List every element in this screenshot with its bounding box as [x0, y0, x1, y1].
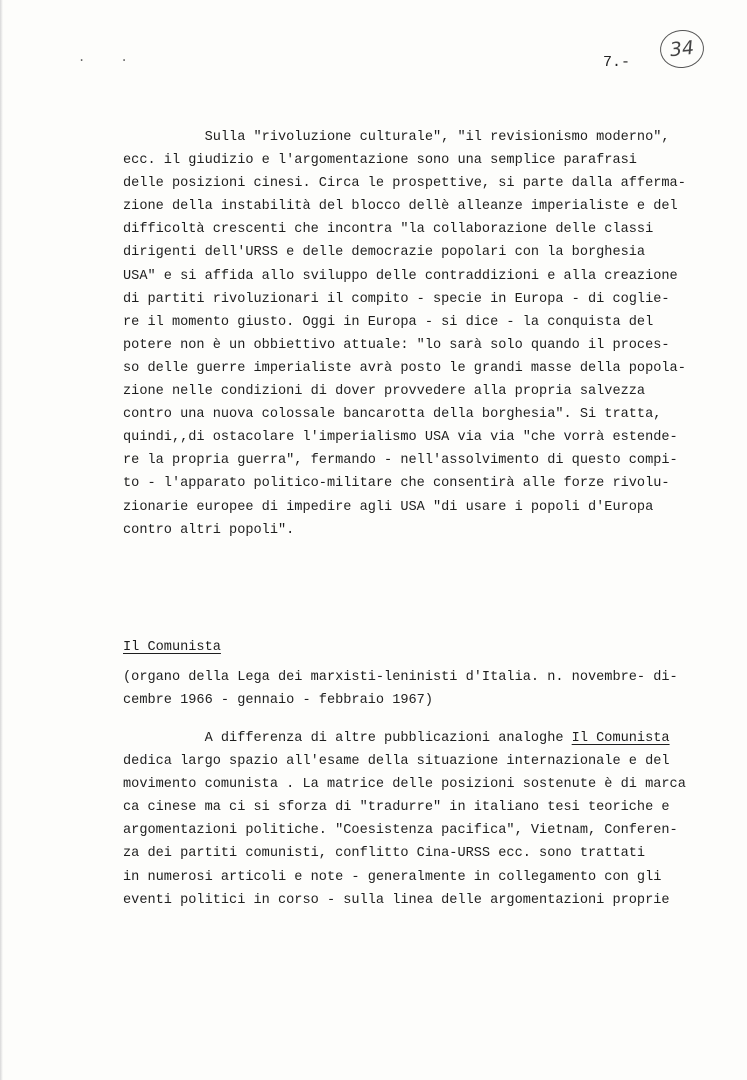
text-line: Sulla "rivoluzione culturale", "il revisionismo moderno",	[123, 130, 670, 145]
page-number: 7.-	[603, 54, 631, 71]
publication-title: Il Comunista	[571, 731, 670, 746]
text-line-first	[123, 727, 715, 750]
text-line: eventi politici in corso - sulla linea delle argomentazioni proprie	[123, 892, 670, 908]
text-line: zione nelle condizioni di dover provvedere alla propria salvezza	[123, 384, 646, 400]
paragraph-revolution	[123, 126, 715, 542]
text-line: cembre 1966 - gennaio - febbraio 1967)	[123, 693, 433, 709]
text-line: to - l'apparato politico-militare che consentirà alle forze rivolu-	[123, 476, 670, 492]
text-line: ca cinese ma ci si sforza di "tradurre" in italiano tesi teoriche e	[123, 800, 670, 816]
text-line: so delle guerre imperialiste avrà posto le grandi masse della popola-	[123, 360, 686, 376]
text-line: di partiti rivoluzionari il compito - specie in Europa - di coglie-	[123, 291, 670, 307]
text-line: dirigenti dell'URSS e delle democrazie popolari con la borghesia	[123, 245, 646, 261]
section-heading: Il Comunista	[123, 640, 221, 655]
text-line: delle posizioni cinesi. Circa le prospettive, si parte dalla afferma-	[123, 176, 686, 192]
scan-edge	[0, 0, 3, 1080]
paragraph-comunista	[123, 727, 715, 912]
text-line: contro altri popoli".	[123, 522, 295, 538]
text-line: (organo della Lega dei marxisti-leninisti d'Italia. n. novembre- di-	[123, 670, 678, 685]
text-line: argomentazioni politiche. "Coesistenza pacifica", Vietnam, Conferen-	[123, 823, 678, 839]
text-line: za dei partiti comunisti, conflitto Cina-URSS ecc. sono trattati	[123, 846, 646, 862]
text-line: zione della instabilità del blocco dellè alleanze imperialiste e del	[123, 199, 678, 215]
text-line: movimento comunista . La matrice delle posizioni sostenute è di marca	[123, 777, 686, 793]
text-line: ecc. il giudizio e l'argomentazione sono una semplice parafrasi	[123, 153, 637, 169]
text-line: difficoltà crescenti che incontra "la collaborazione delle classi	[123, 222, 654, 238]
text-line: re la propria guerra", fermando - nell'assolvimento di questo compi-	[123, 453, 678, 469]
text-line: contro una nuova colossale bancarotta della borghesia". Si tratta,	[123, 407, 662, 423]
text-line: quindi,,di ostacolare l'imperialismo USA via via "che vorrà estende-	[123, 430, 678, 446]
text-prefix: A differenza di altre pubblicazioni analoghe	[123, 731, 572, 746]
text-line: USA" e si affida allo sviluppo delle contraddizioni e alla creazione	[123, 268, 678, 284]
section-subtitle	[123, 666, 715, 712]
handwritten-page-stamp: 34	[658, 28, 706, 70]
text-line: zionarie europee di impedire agli USA "di usare i popoli d'Europa	[123, 499, 654, 515]
text-line: re il momento giusto. Oggi in Europa - si dice - la conquista del	[123, 314, 654, 330]
text-line: potere non è un obbiettivo attuale: "lo sarà solo quando il proces-	[123, 337, 670, 353]
text-line: dedica largo spazio all'esame della situazione internazionale e del	[123, 754, 670, 770]
text-line: in numerosi articoli e note - generalmente in collegamento con gli	[123, 869, 662, 885]
stray-marks: . .	[78, 50, 142, 64]
